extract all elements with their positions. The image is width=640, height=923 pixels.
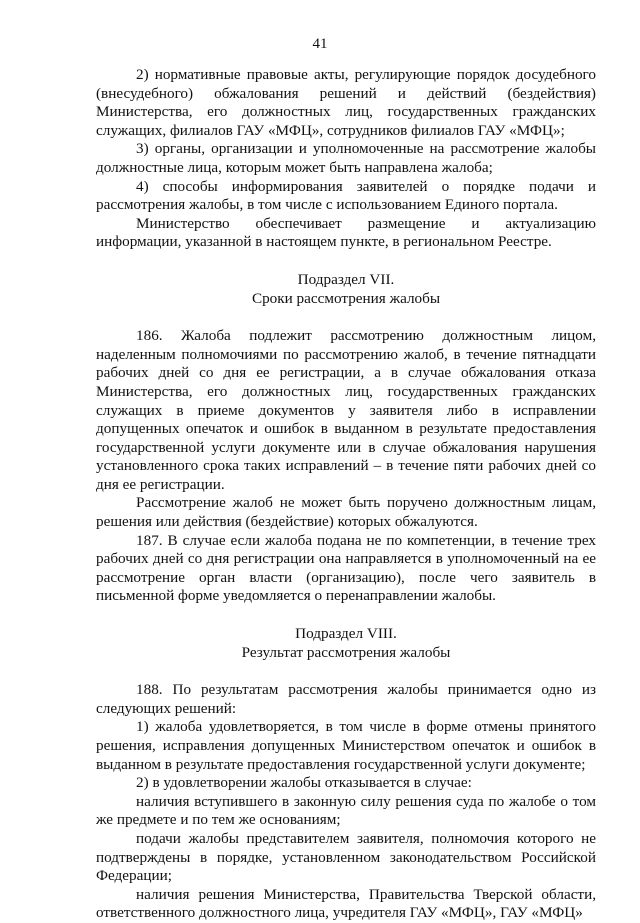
paragraph: 4) способы информирования заявителей о порядке подачи и рассмотрения жалобы, в том числе с использованием Единого портала. (96, 177, 596, 214)
section-subtitle: Результат рассмотрения жалобы (241, 643, 451, 661)
paragraph: 1) жалоба удовлетворяется, в том числе в форме отмены принятого решения, исправления допущенных Министерством опечаток и ошибок в выданном в результате предоставления государственной услуги документе; (96, 718, 596, 773)
page-number: 41 (312, 36, 328, 52)
paragraph: 187. В случае если жалоба подана не по компетенции, в течение трех рабочих дней со дня регистрации она направляется в уполномоченный на ее рассмотрение орган власти (организацию), после чего заявитель в письменной форме уведомляется о перенаправлении жалобы. (96, 531, 596, 605)
paragraph: 186. Жалоба подлежит рассмотрению должностным лицом, наделенным полномочиями по рассмотрению жалоб, в течение пятнадцати рабочих дней со дня ее регистрации, а в случае обжалования отказа Министерства, его должностных лиц, государственных гражданских служащих в приеме документов у заявителя либо в исправлении допущенных опечаток и ошибок в выданном в результате предоставления государственной услуги документе или в случае обжалования нарушения установленного срока таких исправлений – в течение пяти рабочих дней со дня ее регистрации. (96, 327, 596, 493)
paragraph: 2) в удовлетворении жалобы отказывается в случае: (136, 774, 472, 792)
paragraph: наличия вступившего в законную силу решения суда по жалобе о том же предмете и по тем же основаниям; (96, 792, 596, 829)
paragraph: подачи жалобы представителем заявителя, полномочия которого не подтверждены в порядке, установленном законодательством Российской Федерации; (96, 829, 596, 885)
section-title: Подраздел VII. (297, 270, 395, 288)
paragraph: Министерство обеспечивает размещение и актуализацию информации, указанной в настоящем пункте, в региональном Реестре. (96, 214, 596, 251)
paragraph: 3) органы, организации и уполномоченные на рассмотрение жалобы должностные лица, которым может быть направлена жалоба; (96, 140, 596, 176)
section-title: Подраздел VIII. (295, 625, 397, 643)
document-body (96, 66, 596, 923)
section-subtitle: Сроки рассмотрения жалобы (251, 289, 441, 307)
paragraph: наличия решения Министерства, Правительства Тверской области, ответственного должностного лица, учредителя ГАУ «МФЦ», ГАУ «МФЦ» (96, 885, 596, 922)
paragraph: 188. По результатам рассмотрения жалобы принимается одно из следующих решений: (96, 681, 596, 717)
paragraph: 2) нормативные правовые акты, регулирующие порядок досудебного (внесудебного) обжалования решений и действий (бездействия) Министерства, его должностных лиц, государственных гражданских служащих, филиалов ГАУ «МФЦ», сотрудников филиалов ГАУ «МФЦ»; (96, 66, 596, 139)
paragraph: Рассмотрение жалоб не может быть поручено должностным лицам, решения или действия (бездействие) которых обжалуются. (96, 494, 596, 531)
